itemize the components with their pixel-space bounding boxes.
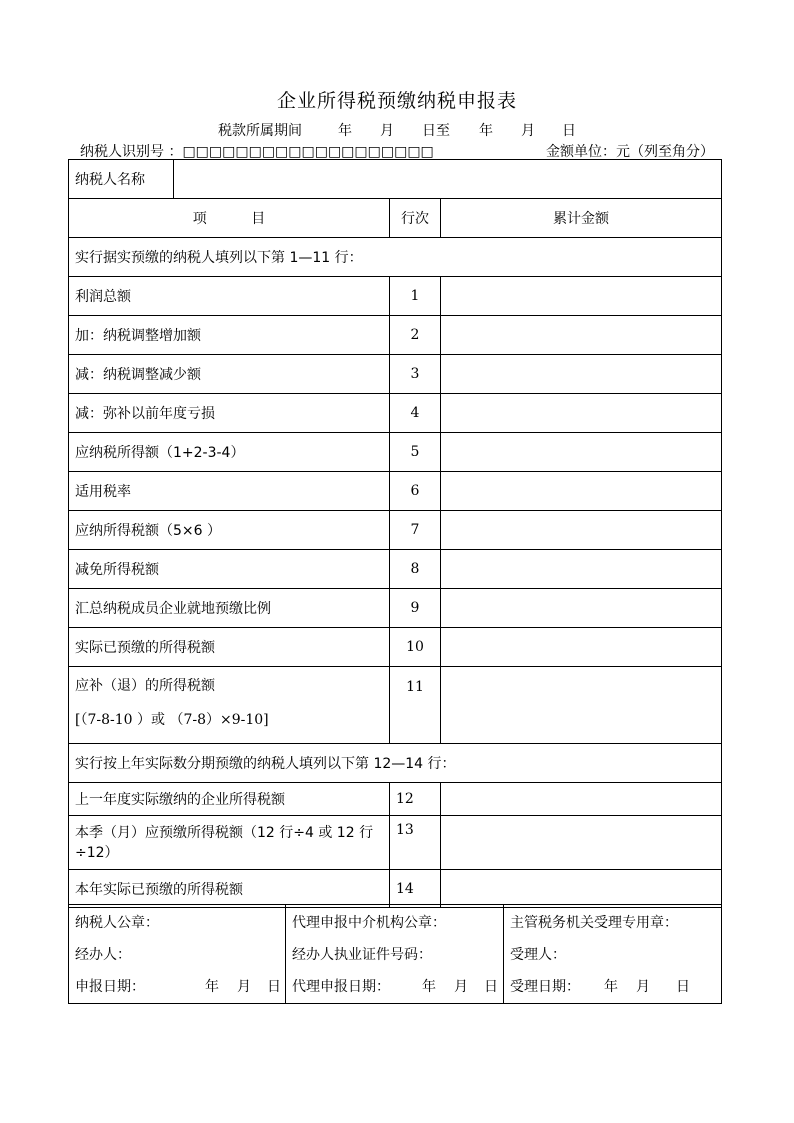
- agent-signature-block: [286, 905, 504, 1004]
- period-day-to: 日至: [422, 123, 450, 139]
- table-row: [69, 870, 722, 908]
- period-year-start: 年: [338, 123, 352, 139]
- agent-handler-label: 经办人执业证件号码：: [292, 947, 432, 963]
- authority-receiver-label: 受理人：: [510, 947, 566, 963]
- row-amount-field[interactable]: [441, 628, 722, 667]
- row-number: 8: [390, 550, 441, 589]
- row-label: 减：弥补以前年度亏损: [69, 394, 390, 433]
- agent-date-day: 日: [484, 979, 498, 995]
- form-title: 企业所得税预缴纳税申报表: [276, 90, 517, 112]
- row-number: 7: [390, 511, 441, 550]
- row-number: 4: [390, 394, 441, 433]
- row-amount-field[interactable]: [441, 511, 722, 550]
- agent-seal-label: 代理申报中介机构公章：: [292, 915, 446, 931]
- section1-label: 实行据实预缴的纳税人填列以下第 1—11 行：: [69, 238, 722, 277]
- row-number: 1: [390, 277, 441, 316]
- declaration-table: [68, 159, 722, 908]
- period-day-end: 日: [562, 123, 576, 139]
- authority-seal-label: 主管税务机关受理专用章：: [510, 915, 678, 931]
- row-amount-field[interactable]: [441, 667, 722, 744]
- taxpayer-date-day: 日: [267, 979, 281, 995]
- section2-header-row: [69, 744, 722, 783]
- row-number: 2: [390, 316, 441, 355]
- row-label: 本季（月）应预缴所得税额（12 行÷4 或 12 行÷12）: [69, 816, 390, 870]
- taxpayer-date-label: 申报日期：: [75, 979, 145, 995]
- table-row: [69, 628, 722, 667]
- agent-date-month: 月: [454, 979, 468, 995]
- table-row: [69, 277, 722, 316]
- row-number: 5: [390, 433, 441, 472]
- taxpayer-id-label: 纳税人识别号 ：□□□□□□□□□□□□□□□□□□□: [80, 144, 434, 160]
- row-label: [69, 667, 390, 744]
- authority-date-line: [510, 971, 715, 1003]
- column-header-row: [69, 199, 722, 238]
- section1-header-row: [69, 238, 722, 277]
- period-year-end: 年: [479, 123, 493, 139]
- row-label: 加：纳税调整增加额: [69, 316, 390, 355]
- authority-date-month: 月: [636, 979, 650, 995]
- row-number: 12: [390, 783, 441, 816]
- row-number: 9: [390, 589, 441, 628]
- taxpayer-name-row: [69, 160, 722, 199]
- agent-date-label: 代理申报日期：: [292, 979, 390, 995]
- row-amount-field[interactable]: [441, 816, 722, 870]
- row-label: 应纳税所得额（1+2-3-4）: [69, 433, 390, 472]
- table-row: [69, 589, 722, 628]
- row11-line2: [（7-8-10 ）或 （7-8）×9-10]: [75, 712, 269, 728]
- row-label: 汇总纳税成员企业就地预缴比例: [69, 589, 390, 628]
- table-row: [69, 355, 722, 394]
- table-row: [69, 394, 722, 433]
- row-number: 3: [390, 355, 441, 394]
- taxpayer-handler-label: 经办人：: [75, 947, 131, 963]
- row-number: 10: [390, 628, 441, 667]
- table-row: [69, 511, 722, 550]
- period-label: 税款所属期间: [218, 123, 302, 139]
- taxpayer-date-line: [75, 971, 279, 1003]
- row-amount-field[interactable]: [441, 316, 722, 355]
- row-amount-field[interactable]: [441, 589, 722, 628]
- row-number: 13: [390, 816, 441, 870]
- taxpayer-name-field[interactable]: [174, 160, 722, 199]
- row-label: 利润总额: [69, 277, 390, 316]
- row-amount-field[interactable]: [441, 433, 722, 472]
- table-row: [69, 783, 722, 816]
- authority-date-year: 年: [604, 979, 618, 995]
- row-amount-field[interactable]: [441, 870, 722, 908]
- taxpayer-seal-label: 纳税人公章：: [75, 915, 159, 931]
- signature-table: [68, 904, 722, 1004]
- column-header-item: 项 目: [69, 199, 390, 238]
- taxpayer-date-year: 年: [205, 979, 219, 995]
- table-row: [69, 816, 722, 870]
- row-number: 6: [390, 472, 441, 511]
- column-header-amount: 累计金额: [441, 199, 722, 238]
- taxpayer-signature-block: [69, 905, 286, 1004]
- taxpayer-name-label: 纳税人名称: [69, 160, 174, 199]
- row-number: 14: [390, 870, 441, 908]
- agent-date-year: 年: [422, 979, 436, 995]
- row-amount-field[interactable]: [441, 355, 722, 394]
- row-label: 本年实际已预缴的所得税额: [69, 870, 390, 908]
- agent-date-line: [292, 971, 497, 1003]
- period-month-start: 月: [380, 123, 394, 139]
- table-row: [69, 667, 722, 744]
- row-number: 11: [390, 667, 441, 744]
- row-amount-field[interactable]: [441, 277, 722, 316]
- row-label: 应纳所得税额（5×6 ）: [69, 511, 390, 550]
- row-label: 减：纳税调整减少额: [69, 355, 390, 394]
- row-label: 减免所得税额: [69, 550, 390, 589]
- tax-authority-signature-block: [504, 905, 722, 1004]
- authority-date-day: 日: [676, 979, 690, 995]
- row-label: 适用税率: [69, 472, 390, 511]
- section2-label: 实行按上年实际数分期预缴的纳税人填列以下第 12—14 行：: [69, 744, 722, 783]
- table-row: [69, 316, 722, 355]
- row-amount-field[interactable]: [441, 783, 722, 816]
- table-row: [69, 433, 722, 472]
- row-label: 上一年度实际缴纳的企业所得税额: [69, 783, 390, 816]
- row-label: 实际已预缴的所得税额: [69, 628, 390, 667]
- row-amount-field[interactable]: [441, 550, 722, 589]
- authority-date-label: 受理日期：: [510, 979, 580, 995]
- row-amount-field[interactable]: [441, 394, 722, 433]
- period-month-end: 月: [521, 123, 535, 139]
- column-header-row-no: 行次: [390, 199, 441, 238]
- row-amount-field[interactable]: [441, 472, 722, 511]
- row11-line1: 应补（退）的所得税额: [75, 678, 215, 694]
- table-row: [69, 472, 722, 511]
- table-row: [69, 550, 722, 589]
- taxpayer-date-month: 月: [237, 979, 251, 995]
- amount-unit-label: 金额单位：元（列至角分）: [546, 144, 714, 160]
